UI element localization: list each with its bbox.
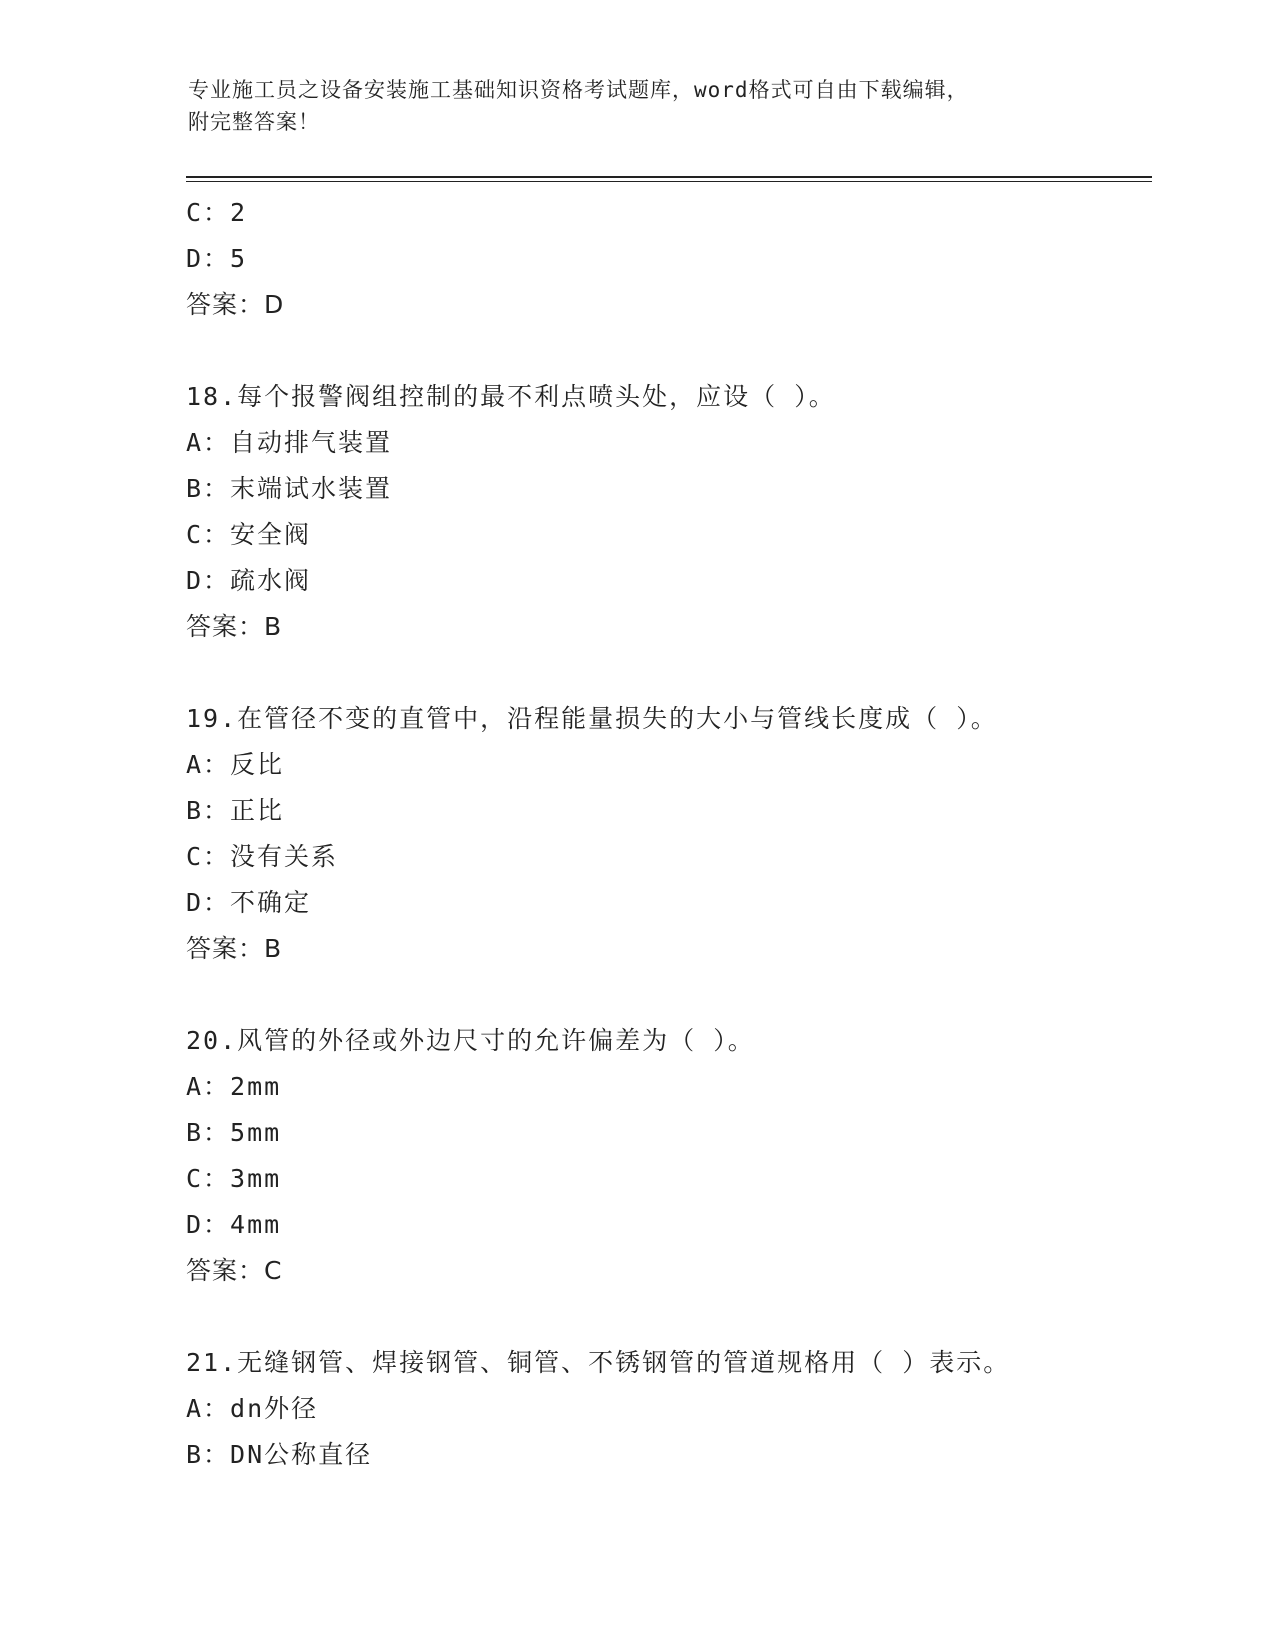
question-list	[186, 190, 1146, 1478]
option-d: D：4mm	[186, 1210, 282, 1239]
question-stem: 21.无缝钢管、焊接钢管、铜管、不锈钢管的管道规格用（ ）表示。	[186, 1348, 1011, 1377]
header-divider-thick	[186, 176, 1152, 178]
option-a: A：dn外径	[186, 1394, 319, 1423]
question-17-carryover	[186, 190, 1146, 328]
option-d: D：不确定	[186, 888, 312, 917]
option-d: D：疏水阀	[186, 566, 312, 595]
question-18	[186, 374, 1146, 650]
document-header	[188, 74, 1088, 138]
answer-line: 答案：D	[186, 290, 285, 319]
option-a: A：反比	[186, 750, 285, 779]
option-c: C：没有关系	[186, 842, 339, 871]
answer-line: 答案：C	[186, 1256, 283, 1285]
option-b: B：DN公称直径	[186, 1440, 373, 1469]
header-divider-thin	[186, 181, 1152, 182]
answer-line: 答案：B	[186, 612, 283, 641]
option-a: A：2mm	[186, 1072, 282, 1101]
question-20	[186, 1018, 1146, 1294]
option-b: B：5mm	[186, 1118, 282, 1147]
header-title-line-2: 附完整答案！	[188, 110, 320, 134]
option-c: C：2	[186, 198, 248, 227]
option-a: A：自动排气装置	[186, 428, 393, 457]
option-c: C：安全阀	[186, 520, 312, 549]
header-title-line-1: 专业施工员之设备安装施工基础知识资格考试题库，word格式可自由下载编辑，	[188, 78, 969, 102]
question-21	[186, 1340, 1146, 1478]
option-b: B：末端试水装置	[186, 474, 393, 503]
question-19	[186, 696, 1146, 972]
question-stem: 19.在管径不变的直管中，沿程能量损失的大小与管线长度成（ ）。	[186, 704, 998, 733]
question-stem: 20.风管的外径或外边尺寸的允许偏差为（ ）。	[186, 1026, 755, 1055]
answer-line: 答案：B	[186, 934, 283, 963]
question-stem: 18.每个报警阀组控制的最不利点喷头处，应设（ ）。	[186, 382, 836, 411]
option-b: B：正比	[186, 796, 285, 825]
option-d: D：5	[186, 244, 248, 273]
option-c: C：3mm	[186, 1164, 282, 1193]
